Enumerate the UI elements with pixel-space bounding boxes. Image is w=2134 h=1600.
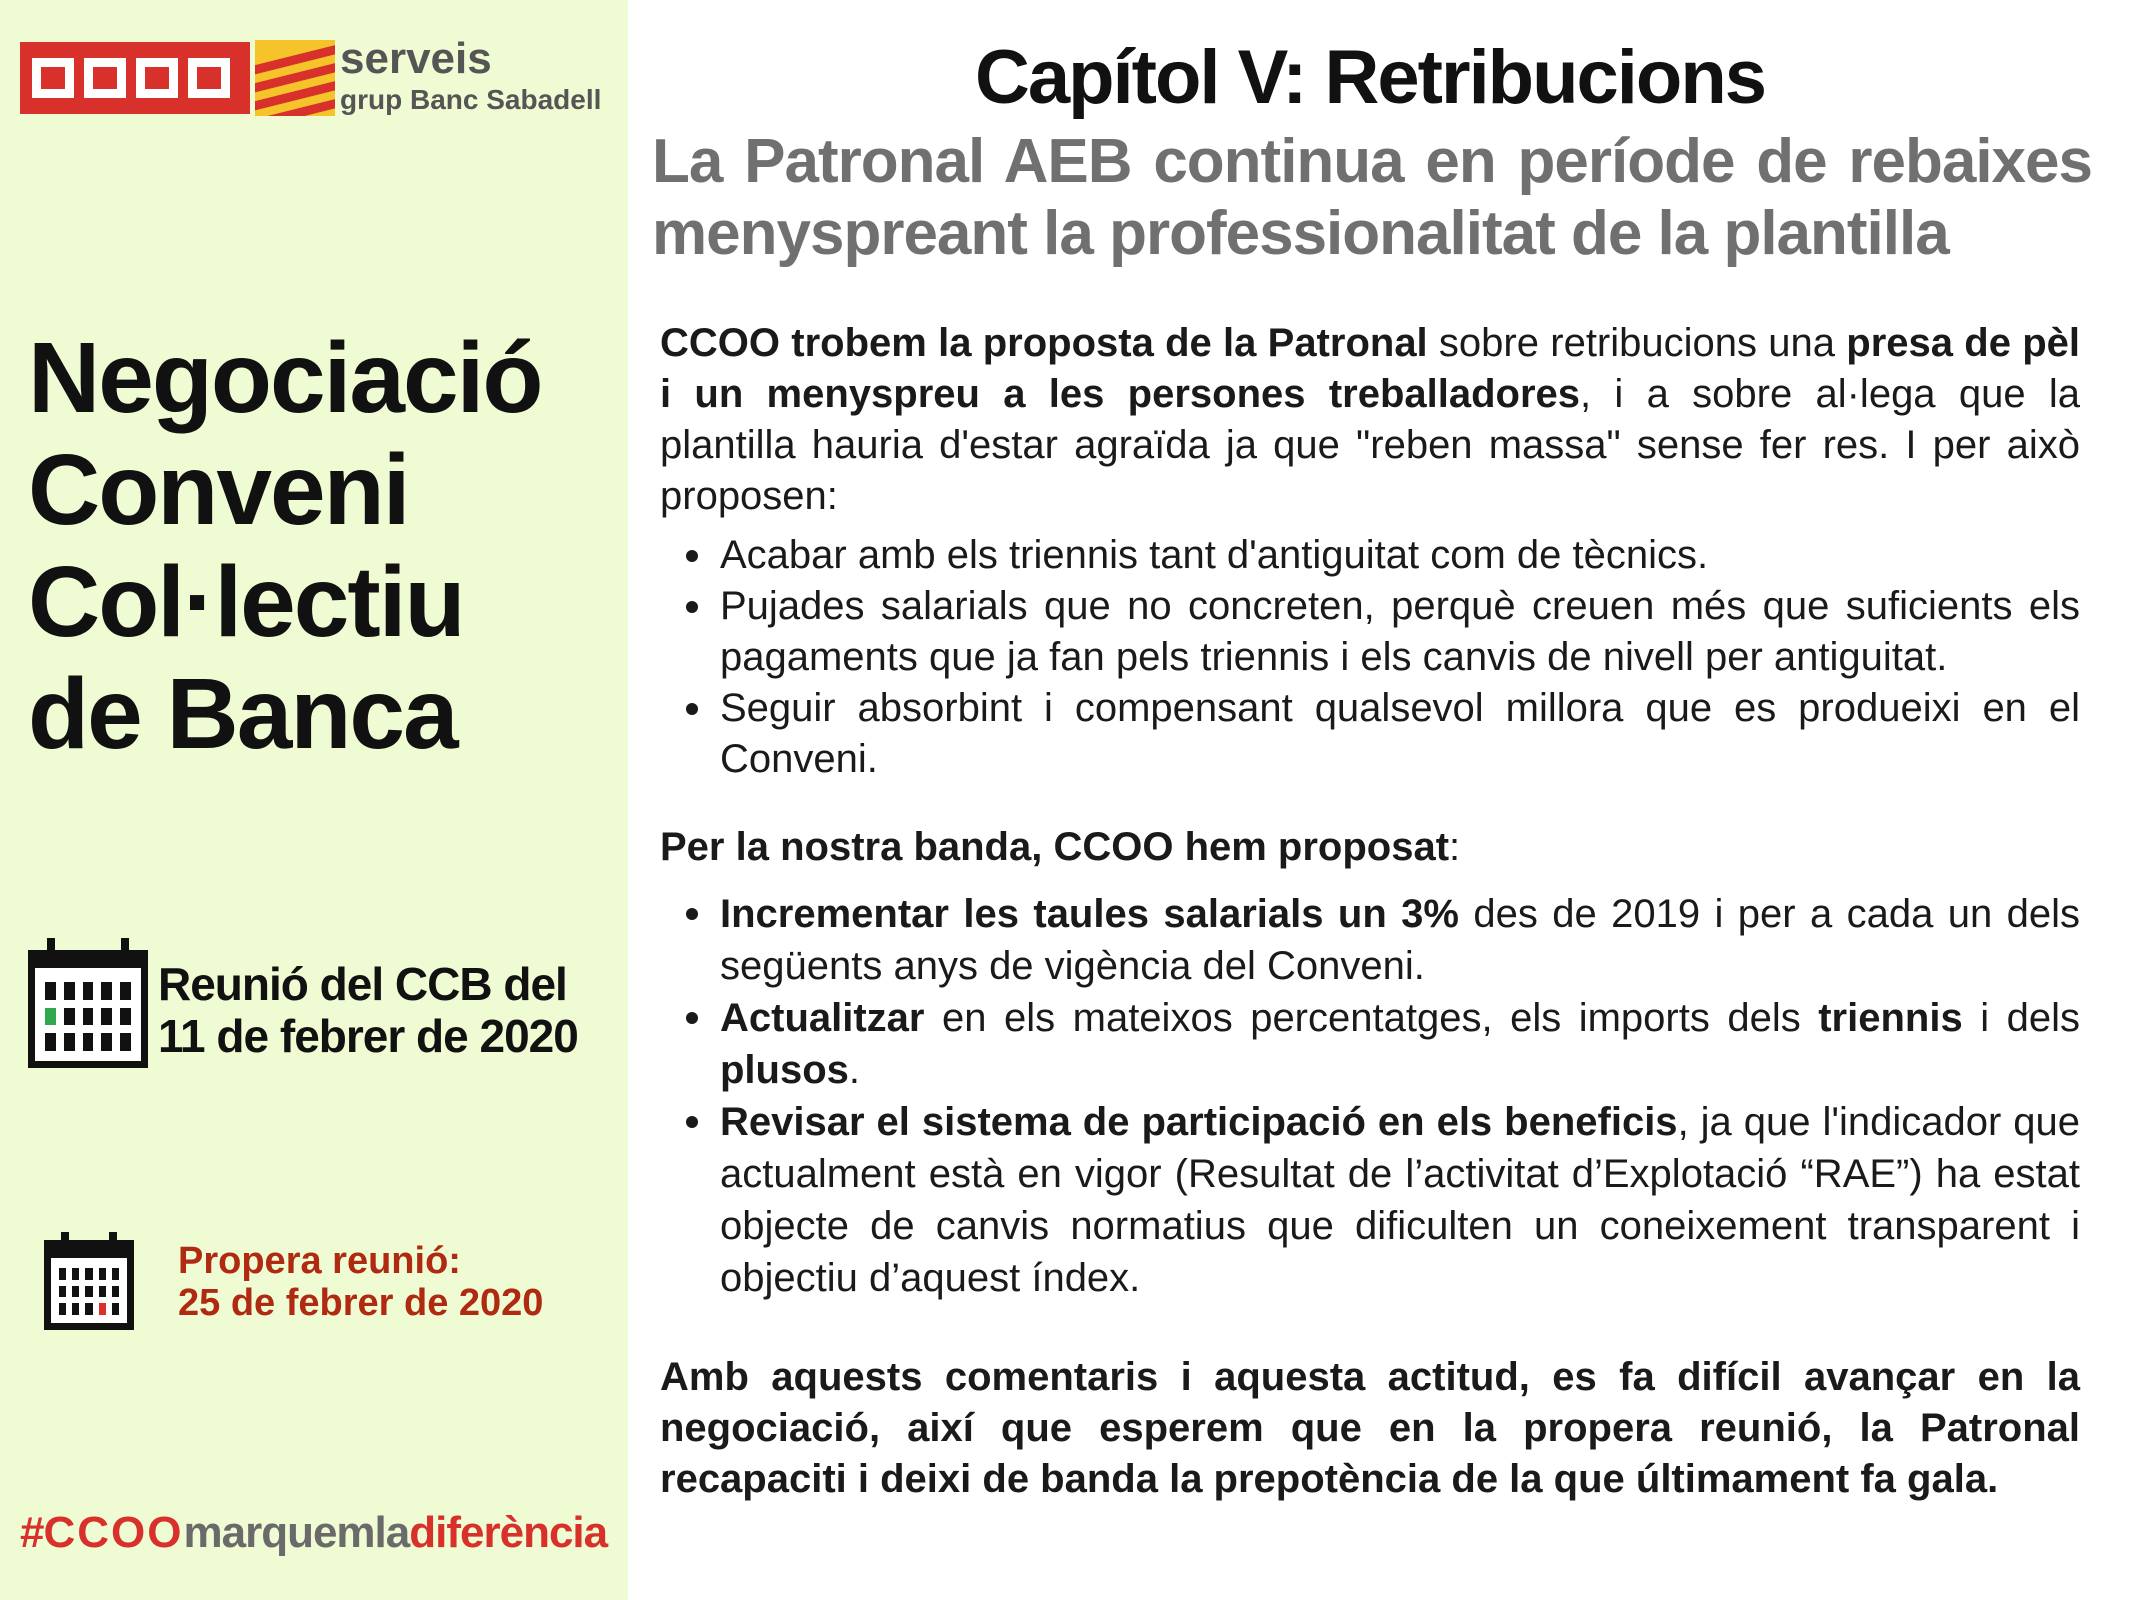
sidebar — [0, 0, 628, 1600]
list-item — [660, 1096, 2080, 1304]
item-bold: plusos — [720, 1048, 849, 1092]
item-text: i dels — [1962, 996, 2080, 1040]
intro-text-2: , i a sobre al·lega que la plantilla hauria d'estar agraïda ja que "reben massa" sense fer res. I per això proposen: — [660, 372, 2080, 518]
next-meeting-date — [178, 1240, 618, 1324]
main-content — [650, 0, 2090, 1600]
title-line: de Banca — [28, 658, 457, 770]
closing-paragraph: Amb aquests comentaris i aquesta actitud, es fa difícil avançar en la negociació, així que esperem que en la propera reunió, la Patronal recapaciti i deixi de banda la prepotència de la que últimament fa gala. — [660, 1355, 2080, 1501]
list-item: Acabar amb els triennis tant d'antiguitat com de tècnics. — [660, 530, 2080, 581]
item-text: des de 2019 i per a cada un dels següents anys de vigència del Conveni. — [720, 892, 2081, 988]
intro-paragraph — [660, 318, 2080, 522]
intro-bold-2: presa de pèl i un menyspreu a les persones treballadores — [660, 321, 2080, 416]
logo-serveis-text: serveis — [340, 34, 492, 83]
senyera-flag-icon — [255, 40, 335, 116]
intro-bold-1: CCOO trobem la proposta de la Patronal — [660, 321, 1428, 365]
calendar-icon — [44, 1240, 134, 1330]
title-line: Col·lectiu — [28, 546, 464, 658]
calendar-icon — [28, 950, 148, 1068]
ccoo-serveis-logo — [20, 34, 605, 118]
item-text: . — [848, 1048, 861, 1092]
item-bold: triennis — [1818, 996, 1963, 1040]
item-bold: Revisar el sistema de participació en els beneficis — [720, 1100, 1678, 1144]
ccoo-logo-mark — [20, 42, 250, 114]
hashtag-part1: marquemla — [183, 1508, 410, 1557]
negotiation-title — [28, 322, 618, 770]
item-bold: Actualitzar — [720, 996, 925, 1040]
title-line: Negociació — [28, 322, 542, 434]
item-text: en els mateixos percentatges, els imports dels — [924, 996, 1819, 1040]
item-bold: Incrementar les taules salarials un 3% — [720, 892, 1459, 936]
meeting-line-1: Reunió del CCB del — [158, 958, 567, 1010]
list-item: Pujades salarials que no concreten, perquè creuen més que suficients els pagaments que ja fan pels triennis i els canvis de nivell per antiguitat. — [660, 581, 2080, 683]
patronal-proposals-list — [660, 530, 2080, 785]
hashtag-part2: diferència — [409, 1508, 608, 1557]
next-meeting-line-1: Propera reunió: — [178, 1240, 461, 1282]
item-text: , ja que l'indicador que actualment està en vigor (Resultat de l’activitat d’Explotació “RAE”) ha estat objecte de canvis normatius que dificulten un coneixement transparent i objectiu d’aquest índex. — [720, 1100, 2081, 1300]
meeting-line-2: 11 de febrer de 2020 — [158, 1010, 578, 1062]
chapter-subtitle: La Patronal AEB continua en període de rebaixes menyspreant la professionalitat de la plantilla — [652, 127, 2092, 268]
logo-grup-text: grup Banc Sabadell — [340, 84, 602, 115]
campaign-hashtag — [20, 1508, 620, 1558]
ccoo-proposals-list — [660, 888, 2080, 1304]
chapter-title: Capítol V: Retribucions — [974, 35, 1766, 120]
meeting-date — [158, 958, 618, 1062]
next-meeting-line-2: 25 de febrer de 2020 — [178, 1282, 544, 1324]
list-item: Seguir absorbint i compensant qualsevol millora que es produeixi en el Conveni. — [660, 683, 2080, 785]
ccoo-heading-bold: Per la nostra banda, CCOO hem proposat — [660, 825, 1450, 869]
ccoo-heading-tail: : — [1449, 825, 1461, 869]
title-line: Conveni — [28, 434, 409, 546]
ccoo-heading — [660, 822, 2080, 873]
intro-text-1: sobre retribucions una — [1427, 321, 1847, 365]
list-item — [660, 992, 2080, 1096]
hashtag-symbol: # — [20, 1508, 44, 1557]
hashtag-ccoo: CCOO — [43, 1508, 184, 1557]
list-item — [660, 888, 2080, 992]
